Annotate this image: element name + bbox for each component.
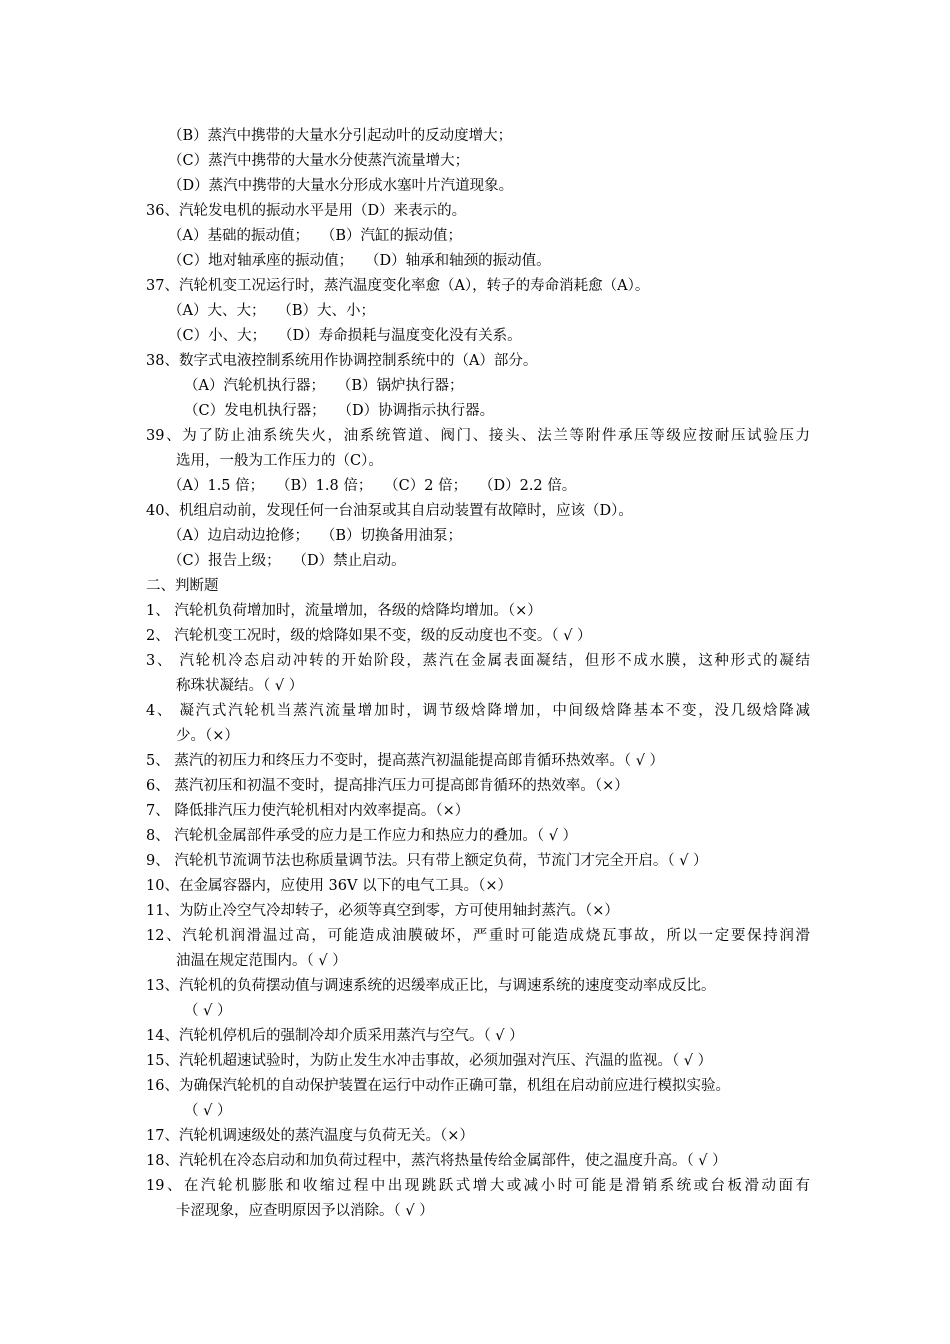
judge-11: 11、为防止冷空气冷却转子，必须等真空到零，方可使用轴封蒸汽。（×） xyxy=(146,903,619,919)
question-38: 38、数字式电液控制系统用作协调控制系统中的（A）部分。 xyxy=(146,353,538,369)
text-line: （A）边启动边抢修； （B）切换备用油泵； xyxy=(168,528,462,544)
judge-18: 18、汽轮机在冷态启动和加负荷过程中，蒸汽将热量传给金属部件，使之温度升高。（ √ ） xyxy=(146,1153,727,1169)
judge-13: 13、汽轮机的负荷摆动值与调速系统的迟缓率成正比，与调速系统的速度变动率成反比。 xyxy=(146,978,716,994)
text-line: （A）基础的振动值； （B）汽缸的振动值； xyxy=(168,228,462,244)
text-line: （ √ ） xyxy=(184,1103,232,1119)
question-36: 36、汽轮发电机的振动水平是用（D）来表示的。 xyxy=(146,203,467,219)
judge-5: 5、 蒸汽的初压力和终压力不变时，提高蒸汽初温能提高郎肯循环热效率。（ √ ） xyxy=(146,753,665,769)
judge-14: 14、汽轮机停机后的强制冷却介质采用蒸汽与空气。（ √ ） xyxy=(146,1028,524,1044)
section-heading: 二、判断题 xyxy=(146,578,219,594)
question-37: 37、汽轮机变工况运行时，蒸汽温度变化率愈（A），转子的寿命消耗愈（A）。 xyxy=(146,278,650,294)
text-line: 选用，一般为工作压力的（C）。 xyxy=(176,453,383,469)
text-line: （A）大、大； （B）大、小； xyxy=(168,303,375,319)
judge-9: 9、 汽轮机节流调节法也称质量调节法。只有带上额定负荷，节流门才完全开启。（ √ ） xyxy=(146,853,708,869)
judge-16: 16、为确保汽轮机的自动保护装置在运行中动作正确可靠，机组在启动前应进行模拟实验。 xyxy=(146,1078,730,1094)
judge-2: 2、 汽轮机变工况时，级的焓降如果不变，级的反动度也不变。（ √ ） xyxy=(146,628,592,644)
text-line: （ √ ） xyxy=(184,1003,232,1019)
judge-10: 10、在金属容器内，应使用 36V 以下的电气工具。（×） xyxy=(146,878,512,894)
judge-3: 3、 汽轮机冷态启动冲转的开始阶段，蒸汽在金属表面凝结，但形不成水膜，这种形式的凝结 xyxy=(146,653,810,669)
judge-17: 17、汽轮机调速级处的蒸汽温度与负荷无关。（×） xyxy=(146,1128,474,1144)
question-39: 39、为了防止油系统失火，油系统管道、阀门、接头、法兰等附件承压等级应按耐压试验压力 xyxy=(146,428,810,444)
text-line: （A）1.5 倍； （B）1.8 倍； （C）2 倍； （D）2.2 倍。 xyxy=(168,478,577,494)
text-line: 称珠状凝结。（ √ ） xyxy=(176,678,304,694)
judge-6: 6、 蒸汽初压和初温不变时，提高排汽压力可提高郎肯循环的热效率。（×） xyxy=(146,778,629,794)
text-line: 卡涩现象，应查明原因予以消除。（ √ ） xyxy=(176,1203,434,1219)
judge-19: 19、在汽轮机膨胀和收缩过程中出现跳跃式增大或减小时可能是滑销系统或台板滑动面有 xyxy=(146,1178,810,1194)
judge-8: 8、 汽轮机金属部件承受的应力是工作应力和热应力的叠加。（ √ ） xyxy=(146,828,578,844)
judge-4: 4、 凝汽式汽轮机当蒸汽流量增加时，调节级焓降增加，中间级焓降基本不变，没几级焓降减 xyxy=(146,703,810,719)
text-line: （C）蒸汽中携带的大量水分使蒸汽流量增大； xyxy=(168,153,470,169)
judge-1: 1、 汽轮机负荷增加时，流量增加，各级的焓降均增加。（×） xyxy=(146,603,542,619)
judge-7: 7、 降低排汽压力使汽轮机相对内效率提高。（×） xyxy=(146,803,470,819)
text-line: （A）汽轮机执行器； （B）锅炉执行器； xyxy=(184,378,464,394)
judge-12: 12、汽轮机润滑温过高，可能造成油膜破坏，严重时可能造成烧瓦事故，所以一定要保持润滑 xyxy=(146,928,810,944)
judge-15: 15、汽轮机超速试验时，为防止发生水冲击事故，必须加强对汽压、汽温的监视。（ √ ） xyxy=(146,1053,713,1069)
text-line: （B）蒸汽中携带的大量水分引起动叶的反动度增大； xyxy=(168,128,513,144)
text-line: （C）发电机执行器； （D）协调指示执行器。 xyxy=(184,403,495,419)
text-line: （C）小、大； （D）寿命损耗与温度变化没有关系。 xyxy=(168,328,522,344)
question-40: 40、机组启动前，发现任何一台油泵或其自启动装置有故障时，应该（D）。 xyxy=(146,503,633,519)
text-line: 油温在规定范围内。（ √ ） xyxy=(176,953,347,969)
text-line: （C）地对轴承座的振动值； （D）轴承和轴颈的振动值。 xyxy=(168,253,551,269)
text-line: （C）报告上级； （D）禁止启动。 xyxy=(168,553,406,569)
text-line: （D）蒸汽中携带的大量水分形成水塞叶片汽道现象。 xyxy=(168,178,514,194)
text-line: 少。（×） xyxy=(176,728,239,744)
